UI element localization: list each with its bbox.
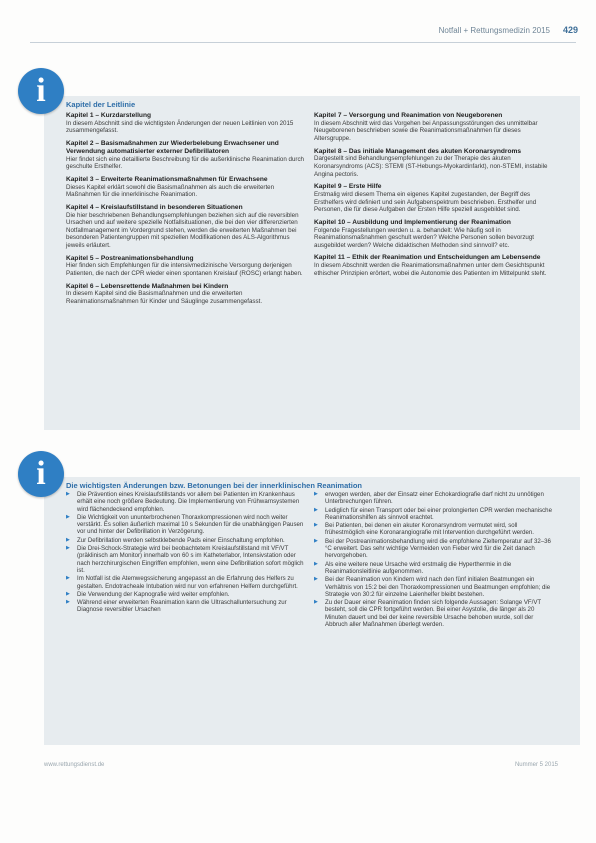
bullet-item: ▶ Im Notfall ist die Atemwegssicherung angepasst an die Erfahrung des Helfers zu gestalten. Endotracheale Intubation wird nur von erfahrenen Helfern durchgeführt. (66, 575, 304, 590)
chapter-text: Hier finden sich Empfehlungen für die intensivmedizinische Versorgung derjenigen Patienten, die nach der CPR wieder einen spontanen Kreislauf (ROSC) erlangt haben. (66, 262, 303, 277)
bullet-item: ▶ Die Wichtigkeit von ununterbrochenen Thoraxkompressionen wird noch weiter verstärkt. Es sollen äußerlich maximal 10 s Sekunden für die unabhängigen Pausen vor und hinter der Defibrillation in Verzögerung. (66, 514, 304, 536)
chapters-right-column (314, 112, 552, 282)
chapter-entry (66, 176, 304, 199)
chapter-title: Kapitel 2 – Basismaßnahmen zur Wiederbelebung Erwachsener und Verwendung automatisierter externer Defibrillatoren (66, 139, 279, 155)
chapter-entry (66, 204, 304, 250)
chapters-box-title: Kapitel der Leitlinie (66, 100, 136, 109)
bullet-item: ▶ Bei Patienten, bei denen ein akuter Koronarsyndrom vermutet wird, soll frühestmöglich eine Koronarangiografie mit Intervention durchgeführt werden. (314, 522, 552, 537)
footer-left: www.rettungsdienst.de (44, 762, 105, 768)
changes-right-column (314, 491, 552, 629)
bullet-item: ▶ Bei der Reanimation von Kindern wird nach den fünf initialen Beatmungen ein Verhältnis von 15:2 bei den Thoraxkompressionen und Beatmungen empfohlen; die Strategie von 30:2 für einzelne Laienhelfer bleibt bestehen. (314, 576, 552, 598)
chapter-text: Die hier beschriebenen Behandlungsempfehlungen beziehen sich auf die reversiblen Ursachen und auf weitere spezielle Notfallsituationen, die bei den vier differenzierten Notfallmanagement im Vordergrund stehen, werden die erweiterten Maßnahmen bei besonderen Patientengruppen mit speziellen Modifikationen des ALS-Algorithmus jeweils erläutert. (66, 211, 299, 249)
info-icon: i (18, 68, 64, 114)
bullet-item: ▶ Die Prävention eines Kreislaufstillstands vor allem bei Patienten im Krankenhaus erhält eine noch größere Bedeutung. Die Implementierung von Frühwarnsystemen wird flächendeckend empfohlen. (66, 491, 304, 513)
running-head: Notfall + Rettungsmedizin 2015 (438, 26, 550, 35)
chapter-title: Kapitel 1 – Kurzdarstellung (66, 112, 152, 119)
chapter-text: Hier findet sich eine detaillierte Beschreibung für die außerklinische Reanimation durch geschulte Ersthelfer. (66, 155, 305, 171)
info-icon: i (18, 451, 64, 497)
chapter-entry (66, 283, 304, 306)
chapter-text: In diesem Abschnitt wird das Vorgehen bei Anpassungsstörungen des unmittelbar Neugeborenen beschrieben sowie die Reanimationsmaßnahmen für dieses Altersgruppe. (314, 119, 538, 142)
chapter-title: Kapitel 6 – Lebensrettende Maßnahmen bei Kindern (66, 282, 229, 290)
chapter-text: In diesem Abschnitt sind die wichtigsten Änderungen der neuen Leitlinien von 2015 zusammengefasst. (66, 119, 294, 135)
changes-box (44, 477, 580, 745)
chapter-text: Erstmalig wird diesem Thema ein eigenes Kapitel zugestanden, der Begriff des Ersthelfers wird definiert und sein Aufgabenspektrum beschrieben. Ersthelfer und Personen, die für diese Aufgaben der Ersten Hilfe speziell ausgebildet sind. (314, 190, 537, 214)
chapter-title: Kapitel 5 – Postreanimationsbehandlung (66, 254, 194, 262)
chapter-text: In diesem Abschnitt werden die Reanimationsmaßnahmen unter dem Gesichtspunkt ethischer Prinzipien erörtert, wobei die Autonomie des Patienten im Mittelpunkt steht. (314, 262, 547, 277)
bullet-item: ▶ Die Verwendung der Kapnografie wird weiter empfohlen. (66, 591, 304, 598)
chapter-entry (314, 148, 552, 179)
bullet-item: ▶ Zur Defibrillation werden selbstklebende Pads einer Einschaltung empfohlen. (66, 537, 304, 544)
changes-left-list (66, 491, 304, 614)
chapters-left-column (66, 112, 304, 310)
chapter-entry (314, 112, 552, 143)
changes-left-column (66, 491, 304, 615)
chapter-entry (314, 219, 552, 250)
chapters-box (44, 96, 580, 430)
chapter-text: Dargestellt sind Behandlungsempfehlungen zu der Therapie des akuten Koronarsyndroms (ACS): STEMI (ST-Hebungs-Myokardinfarkt), non-STEMI, instabile Angina pectoris. (314, 155, 548, 178)
bullet-item: ▶ Bei der Postreanimationsbehandlung wird die empfohlene Zieltemperatur auf 32–36 °C erweitert. Das sehr wichtige Vermeiden von Fieber wird für die Zeit danach hervorgehoben. (314, 538, 552, 560)
footer-right: Nummer 5 2015 (514, 762, 558, 768)
chapter-title: Kapitel 7 – Versorgung und Reanimation von Neugeborenen (314, 112, 503, 119)
bullet-item: ▶ Während einer erweiterten Reanimation kann die Ultraschalluntersuchung zur Diagnose reversibler Ursachen (66, 599, 304, 614)
page-number: 429 (562, 25, 578, 35)
chapter-entry (66, 255, 304, 278)
chapter-title: Kapitel 11 – Ethik der Reanimation und Entscheidungen am Lebensende (314, 254, 541, 262)
chapter-text: In diesem Kapitel sind die Basismaßnahmen und die erweiterten Reanimationsmaßnahmen für Kinder und Säuglinge zusammengefasst. (66, 290, 263, 305)
chapter-entry (314, 254, 552, 277)
changes-right-list (314, 491, 552, 628)
chapter-title: Kapitel 10 – Ausbildung und Implementierung der Reanimation (314, 218, 511, 226)
chapter-entry (66, 112, 304, 135)
bullet-item: ▶ erwogen werden, aber der Einsatz einer Echokardiografie darf nicht zu unnötigen Unterbrechungen führen. (314, 491, 552, 506)
bullet-item: ▶ Als eine weitere neue Ursache wird erstmalig die Hyperthermie in die Reanimationsleitlinie aufgenommen. (314, 561, 552, 576)
chapter-text: Folgende Fragestellungen werden u. a. behandelt: Wie häufig soll in Reanimationsmaßnahmen geschult werden? Welche Personen sollen bevorzugt ausgebildet werden? Welche didaktischen Methoden sind sinnvoll? etc. (314, 226, 535, 249)
header-rule (30, 42, 576, 43)
chapter-text: Dieses Kapitel erklärt sowohl die Basismaßnahmen als auch die erweiterten Maßnahmen für die innerklinische Reanimation. (66, 183, 275, 199)
bullet-item: ▶ Lediglich für einen Transport oder bei einer prolongierten CPR werden mechanische Reanimationshilfen als sinnvoll erachtet. (314, 507, 552, 522)
changes-box-title: Die wichtigsten Änderungen bzw. Betonungen bei der innerklinischen Reanimation (66, 481, 363, 490)
chapter-title: Kapitel 9 – Erste Hilfe (314, 183, 382, 191)
bullet-item: ▶ Zu der Dauer einer Reanimation finden sich folgende Aussagen: Solange VF/VT besteht, soll die CPR fortgeführt werden. Bei einer Asystolie, die länger als 20 Minuten dauert und bei der keine reversible Ursache behoben wurde, soll der Abbruch aller Maßnahmen überlegt werden. (314, 599, 552, 628)
chapter-title: Kapitel 3 – Erweiterte Reanimationsmaßnahmen für Erwachsene (66, 175, 268, 183)
chapter-entry (314, 183, 552, 214)
bullet-item: ▶ Die Drei-Schock-Strategie wird bei beobachtetem Kreislaufstillstand mit VF/VT (präklinisch am Monitor) innerhalb von 60 s im Katheterlabor, Intensivstation oder nach herzchirurgischen Eingriffen empfohlen, wenn eine Defibrillation sofort möglich ist. (66, 545, 304, 574)
chapter-entry (66, 140, 304, 171)
chapter-title: Kapitel 8 – Das initiale Management des akuten Koronarsyndroms (314, 147, 522, 155)
chapter-title: Kapitel 4 – Kreislaufstillstand in besonderen Situationen (66, 203, 243, 211)
